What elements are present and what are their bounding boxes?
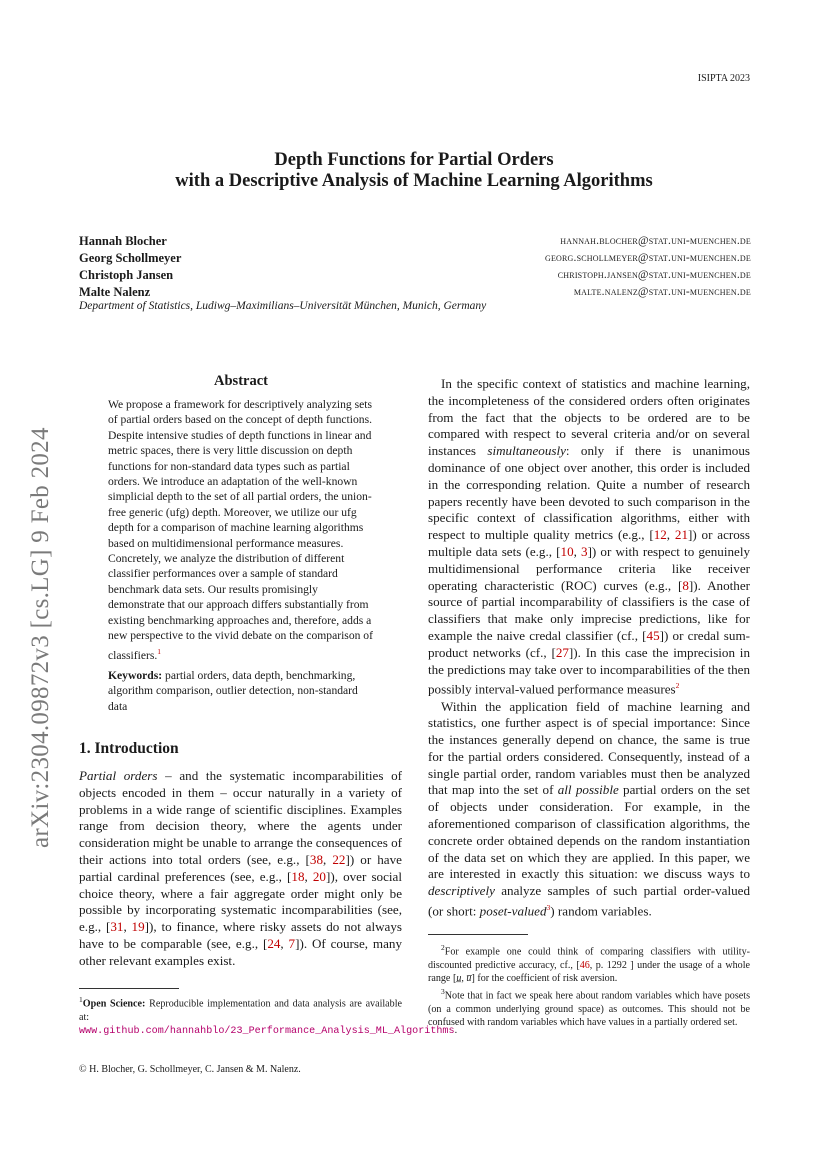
citation-link[interactable]: 12	[653, 527, 667, 543]
body-text: : only if there is unanimous dominance of one object over another, this order is included in the corresponding relation. Quite a number of research papers recently have been devoted to such comparison in the specific context of classification algorithms, either with respect to multiple quality metrics (e.g., [	[428, 443, 750, 543]
citation-link[interactable]: 8	[682, 577, 689, 593]
body-text: ]). In this case the imprecision in the predictions may take over to incomparabilities of the then possibly interval-valued performance measures	[428, 644, 750, 697]
footnote-text: , p. 1292 ] under the usage of a whole range [	[428, 959, 750, 984]
citation-link[interactable]: 7	[288, 935, 296, 951]
intro-text: ]) or have partial cardinal preferences (see, e.g., [	[79, 851, 402, 884]
footnote-divider	[79, 988, 179, 989]
body-text: partial orders on the set of objects under consideration. For example, in the aforementioned comparison of classification algorithms, the concrete order obtained depends on the random instantiation of the data set on which they are applied. In this paper, we are interested in exactly this situation: we discuss ways to	[428, 782, 751, 882]
citation-link[interactable]: 27	[555, 644, 569, 660]
footnote-math: u̲, u̅	[456, 972, 472, 984]
citation-link[interactable]: 21	[674, 527, 688, 543]
author-email[interactable]: hannah.blocher@stat.uni-muenchen.de	[560, 235, 751, 247]
body-em: simultaneously	[487, 443, 566, 459]
footnote-1: $^1$Open Science: Reproducible implementation and data analysis are available at: www.github.com/hannahblo/23_Performance_Analysis_ML_Algorithms.	[79, 995, 458, 1037]
keywords-text: partial orders, data depth, benchmarking, algorithm comparison, outlier detection, non-standard data	[108, 669, 358, 713]
arxiv-stamp: arXiv:2304.09872v3 [cs.LG] 9 Feb 2024	[27, 427, 54, 848]
author-email[interactable]: malte.nalenz@stat.uni-muenchen.de	[573, 286, 751, 298]
citation-link[interactable]: 18	[291, 868, 305, 884]
citation-link[interactable]: 22	[332, 851, 346, 867]
intro-paragraph: Partial orders – and the systematic incomparabilities of objects encoded in them – occur naturally in a variety of problems in a wide range of scientific disciplines. Examples range from decision theory, where the agents under consideration might be unable to arrange the consequences of their actions into total orders (see, e.g., [38, 22]) or have partial cardinal preferences (see, e.g., [18, 20]), over social choice theory, where a fair aggregate order might only be possible by incorporating systematic incomparabilities (see, e.g., [31, 19]), to finance, where risky assets do not always have to be comparable (see, e.g., [24, 7]). Of course, many other relevant examples exist.	[79, 768, 403, 968]
body-text: ) random variables.	[550, 903, 652, 919]
paragraph	[428, 699, 750, 921]
citation-link[interactable]: 19	[131, 919, 145, 935]
footnote-marker[interactable]: 1	[157, 646, 162, 656]
footnote-number: 3	[441, 987, 445, 997]
title-line-2: with a Descriptive Analysis of Machine Learning Algorithms	[175, 171, 653, 191]
citation-link[interactable]: 46	[579, 959, 590, 971]
author-list	[79, 233, 751, 301]
footnote-label: Open Science:	[82, 998, 146, 1010]
citation-link[interactable]: 3	[581, 543, 588, 559]
author-email[interactable]: georg.schollmeyer@stat.uni-muenchen.de	[544, 252, 751, 264]
intro-text: ]), over social choice theory, where a fair aggregate order might only be possible by incorporating systematic incomparabilities (see, e.g., [	[79, 868, 402, 935]
footnote-number: 2	[441, 943, 445, 952]
abstract-body	[108, 397, 374, 663]
footnote-number: 1	[79, 995, 83, 1004]
keywords-label: Keywords:	[108, 669, 163, 682]
author-name: Georg Schollmeyer	[79, 251, 182, 265]
body-text: ]) or with respect to genuinely multidimensional performance criteria like receiver operating characteristic (ROC) curves (e.g., [	[428, 543, 751, 593]
intro-text: ]). Of course, many other relevant examples exist.	[79, 935, 402, 968]
title-line-1: Depth Functions for Partial Orders	[274, 150, 554, 170]
body-text: ]) or across multiple data sets (e.g., [	[428, 527, 750, 559]
intro-text: – and the systematic incomparabilities of objects encoded in them – occur naturally in a variety of problems in a wide range of scientific disciplines. Examples range from decision theory, where the agents under consideration might be unable to arrange the consequences of their actions into total orders (see, e.g., [	[79, 768, 402, 867]
intro-em: Partial orders	[79, 768, 158, 783]
citation-link[interactable]: 45	[646, 627, 660, 643]
abstract-heading: Abstract	[214, 373, 268, 389]
repository-link[interactable]: www.github.com/hannahblo/23_Performance_Analysis_ML_Algorithms	[79, 1025, 455, 1037]
author-row	[79, 284, 751, 301]
body-em: descriptively	[428, 883, 495, 899]
body-em: poset-valued	[479, 903, 547, 919]
footnote-text: ] for the coefficient of risk aversion.	[471, 972, 618, 984]
citation-link[interactable]: 20	[312, 868, 326, 884]
section-heading-introduction: 1. Introduction	[79, 740, 179, 757]
citation-link[interactable]: 31	[110, 919, 124, 935]
citation-link[interactable]: 38	[309, 851, 324, 867]
footnote-text: Reproducible implementation and data analysis are available at:	[79, 998, 402, 1023]
author-email[interactable]: christoph.jansen@stat.uni-muenchen.de	[557, 269, 751, 281]
body-em: all possible	[557, 782, 619, 798]
keywords	[108, 668, 374, 714]
abstract-text: We propose a framework for descriptively analyzing sets of partial orders based on the concept of depth functions. Despite intensive studies of depth functions in linear and metric spaces, there is very little discussion on depth functions for non-standard data types such as partial orders. We introduce an adaptation of the well-known simplicial depth to the set of all partial orders, the union-free generic (ufg) depth. Moreover, we utilize our ufg depth for a comparison of machine learning algorithms based on multidimensional performance measures. Concretely, we analyze the distribution of different classifier performances over a sample of standard benchmark data sets. Our results promisingly demonstrate that our approach differs substantially from existing benchmarking approaches and, therefore, adds a new perspective to the vivid debate on the comparison of classifiers.	[108, 398, 373, 662]
body-text: ]). Another source of partial incomparability of classifiers is the case of classifiers that make only imprecise predictions, like for example the naive credal classifier (cf., [	[428, 577, 750, 643]
paper-title	[0, 150, 828, 192]
author-row	[79, 267, 751, 284]
footnote-text: For example one could think of comparing classifiers with utility-discounted predictive accuracy, cf., [	[428, 946, 750, 971]
body-text: ]) or credal sum-product networks (cf., [	[428, 627, 750, 660]
paragraph: In the specific context of statistics and machine learning, the incompleteness of the considered orders often originates from the fact that the objects to be ordered are to be compared with respect to several criteria and/or on several instances simultaneously: only if there is unanimous dominance of one object over another, this order is included in the corresponding relation. Quite a number of research papers recently have been devoted to such comparison in the specific context of classification algorithms, either with respect to multiple quality metrics (e.g., [12, 21]) or across multiple data sets (e.g., [10, 3]) or with respect to genuinely multidimensional performance criteria like receiver operating characteristic (ROC) curves (e.g., [8]). Another source of partial incomparability of classifiers is the case of classifiers that make only imprecise predictions, like for example the naive credal classifier (cf., [45]) or credal sum-product networks (cf., [27]). In this case the imprecision in the predictions may take over to incomparabilities of the then possibly interval-valued performance measures$^2$	[428, 376, 751, 697]
right-column	[428, 376, 750, 920]
intro-text: ]), to finance, where risky assets do not always have to be comparable (see, e.g., [	[79, 919, 403, 951]
affiliation: Department of Statistics, Ludiwg–Maximilians–Universität München, Munich, Germany	[79, 300, 487, 312]
footnote-marker[interactable]: 3	[546, 903, 551, 913]
author-row	[79, 250, 751, 267]
body-text: Within the application field of machine learning and statistics, one further aspect is of special importance: Since the instances generally depend on chance, the same is true for the partial orders considered. Consequently, instead of a single partial order, random variables must then be analyzed that map into the set of	[428, 698, 750, 798]
author-row	[79, 233, 751, 250]
footnote-text: Note that in fact we speak here about random variables which have posets (on a common underlying ground space) as outcomes. This should not be confused with random variables which have values in a partially ordered set.	[428, 990, 750, 1029]
body-text: In the specific context of statistics and machine learning, the incompleteness of the considered orders often originates from the fact that the objects to be ordered are to be compared with respect to several criteria and/or on several instances	[428, 376, 750, 459]
author-name: Christoph Jansen	[79, 268, 174, 282]
venue-label: ISIPTA 2023	[697, 73, 750, 84]
footnote-2	[428, 941, 750, 985]
footnotes-right	[428, 941, 750, 1030]
copyright-notice: © H. Blocher, G. Schollmeyer, C. Jansen & M. Nalenz.	[79, 1064, 301, 1075]
footnote-marker[interactable]: 2	[675, 681, 680, 691]
author-name: Hannah Blocher	[79, 234, 167, 248]
body-text: analyze samples of such partial order-valued (or short:	[428, 883, 750, 919]
footnote-divider	[428, 934, 528, 935]
footnote-3	[428, 985, 750, 1029]
citation-link[interactable]: 24	[267, 935, 281, 951]
author-name: Malte Nalenz	[79, 285, 151, 299]
citation-link[interactable]: 10	[560, 543, 574, 559]
